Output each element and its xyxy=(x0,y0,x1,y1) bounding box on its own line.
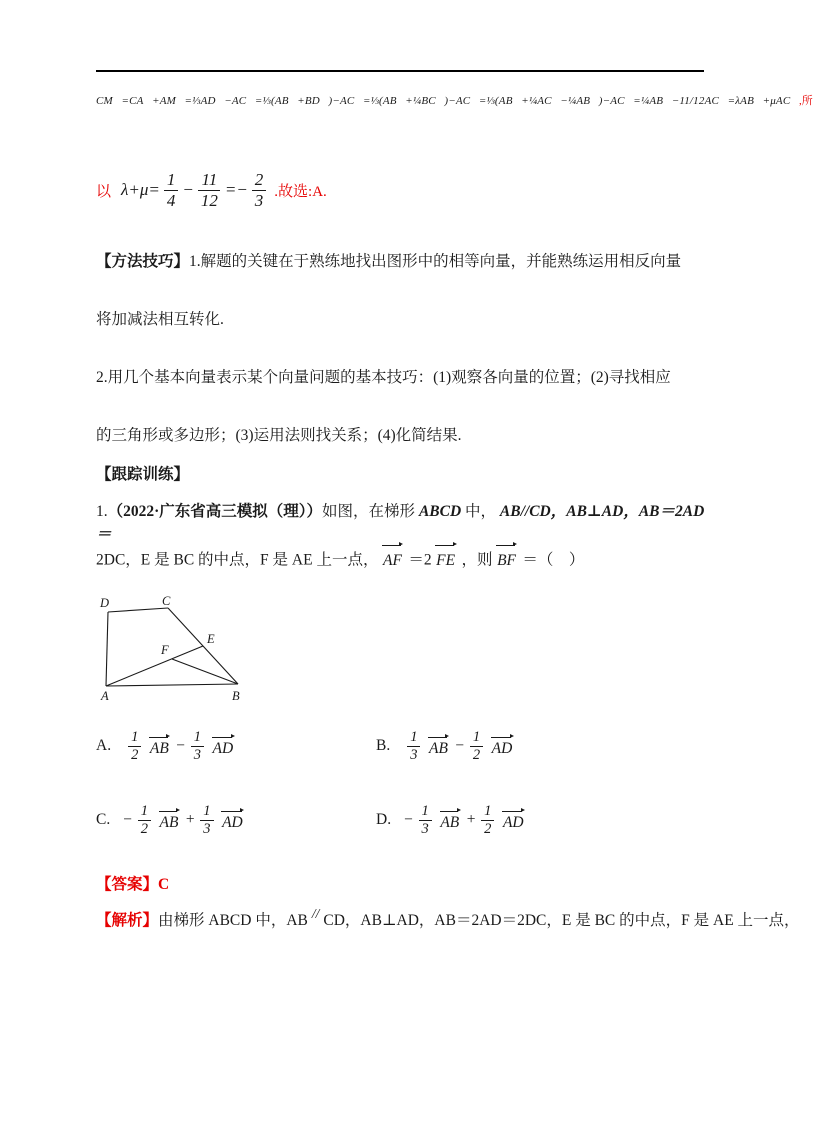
operator-equals-2: ＝2 xyxy=(408,551,432,569)
answer-label: 【答案】 xyxy=(96,876,159,893)
question-text: ，则 xyxy=(461,551,493,569)
vector-FE xyxy=(435,542,459,572)
operator: − xyxy=(175,737,186,754)
option-a xyxy=(96,724,240,768)
fraction-1-4 xyxy=(164,170,179,210)
math-conditions: AB//CD，AB⊥AD，AB＝2AD＝ xyxy=(96,503,705,544)
edge-DA xyxy=(106,612,108,686)
question-1-line-1 xyxy=(96,500,716,547)
fraction xyxy=(470,729,483,763)
answer-choice-note: .故选:A. xyxy=(274,183,327,200)
derivation-formula-line xyxy=(96,94,813,109)
fraction-denominator: 3 xyxy=(193,746,201,763)
analysis-text-pre: 由梯形 ABCD 中，AB xyxy=(158,912,308,929)
fraction xyxy=(407,729,420,763)
vector-AD-label: AD xyxy=(212,740,234,758)
vector-AB xyxy=(158,808,182,833)
conjunction-yi: 以 xyxy=(96,183,112,200)
method-tips-line-3: 2.用几个基本向量表示某个向量问题的基本技巧：(1)观察各向量的位置；(2)寻找相应 xyxy=(96,369,671,386)
fraction xyxy=(138,803,151,837)
option-c-label: C. xyxy=(96,811,111,828)
question-source: （2022·广东省高三模拟（理）） xyxy=(107,503,323,520)
operator-minus: − xyxy=(182,180,194,199)
fraction-2-3 xyxy=(252,170,267,210)
method-tips-label: 【方法技巧】 xyxy=(96,253,190,270)
fraction-11-12 xyxy=(198,170,221,210)
vertex-label-D: D xyxy=(100,596,110,610)
fraction-numerator: 1 xyxy=(407,729,420,747)
fraction xyxy=(481,803,494,837)
fraction-denominator: 3 xyxy=(203,820,211,837)
fraction-denominator: 3 xyxy=(410,746,418,763)
question-number: 1. xyxy=(96,503,108,520)
lead-sign: − xyxy=(122,811,133,828)
vector-AB-label: AB xyxy=(429,740,448,758)
fraction-numerator: 1 xyxy=(138,803,151,821)
option-d xyxy=(376,798,530,842)
fraction-numerator: 1 xyxy=(200,803,213,821)
operator-equals-minus: =− xyxy=(224,180,248,199)
operator: + xyxy=(465,811,477,828)
answer-blank: ＝（ ） xyxy=(522,551,585,569)
option-b-label: B. xyxy=(376,737,391,754)
option-d-label: D. xyxy=(376,811,392,828)
vector-AF xyxy=(381,542,405,572)
vector-AD-label: AD xyxy=(491,740,513,758)
fraction-numerator: 2 xyxy=(252,170,267,191)
fraction-numerator: 1 xyxy=(419,803,432,821)
edge-AB xyxy=(106,684,238,686)
method-tips-line-4: 的三角形或多边形；(3)运用法则找关系；(4)化简结果. xyxy=(96,427,462,444)
segment-AE xyxy=(106,646,203,686)
fraction-numerator: 1 xyxy=(191,729,204,747)
fraction xyxy=(191,729,204,763)
fraction xyxy=(419,803,432,837)
vector-AD xyxy=(501,808,527,833)
fraction xyxy=(200,803,213,837)
fraction-denominator: 3 xyxy=(421,820,429,837)
vector-AB-label: AB xyxy=(149,740,169,758)
answer-line xyxy=(96,872,169,894)
fraction-denominator: 4 xyxy=(166,190,176,210)
vector-AD-label: AD xyxy=(222,814,243,832)
vector-AB xyxy=(427,734,451,759)
fraction-denominator: 2 xyxy=(484,820,492,837)
fraction-numerator: 1 xyxy=(481,803,494,821)
vector-AD xyxy=(490,734,516,759)
question-text: 2DC，E 是 BC 的中点，F 是 AE 上一点， xyxy=(96,551,379,569)
fraction-denominator: 2 xyxy=(131,746,139,763)
parallel-symbol: // xyxy=(311,906,320,921)
fraction-denominator: 12 xyxy=(200,190,218,210)
vector-AB-label: AB xyxy=(440,814,460,832)
vertex-label-A: A xyxy=(101,689,109,703)
vector-AD-label: AD xyxy=(502,814,524,832)
tracking-training-title: 【跟踪训练】 xyxy=(96,466,190,483)
result-lhs: λ+μ= xyxy=(121,180,160,199)
vector-BF xyxy=(496,542,520,572)
method-tips-line-2: 将加减法相互转化. xyxy=(96,311,224,328)
answer-value: C xyxy=(158,876,170,893)
operator: + xyxy=(184,811,196,828)
fraction-numerator: 1 xyxy=(128,729,141,747)
option-c xyxy=(96,798,249,842)
vector-AD xyxy=(221,808,247,833)
vector-AB xyxy=(148,734,172,759)
vector-AF-label: AF xyxy=(383,551,402,569)
lead-sign: − xyxy=(403,811,414,828)
derivation-formula: CM⃗=CA⃗+AM⃗=⅓AD⃗−AC⃗=⅓(AB⃗+BD⃗)−AC⃗=⅓(AB⃗+¼BC⃗)−AC⃗=⅓(AB⃗+¼AC⃗−¼AB⃗)−AC⃗=¼AB⃗−11/12AC⃗=λAB⃗+μAC⃗ xyxy=(96,95,799,107)
trapezoid-figure xyxy=(98,596,250,713)
method-tips-line-1 xyxy=(96,250,716,273)
fraction xyxy=(128,729,141,763)
fraction-denominator: 2 xyxy=(472,746,481,763)
fraction-numerator: 1 xyxy=(470,729,483,747)
point-label-E: E xyxy=(207,632,215,646)
fraction-numerator: 11 xyxy=(198,170,220,191)
result-line xyxy=(96,166,327,214)
question-text: 如图，在梯形 xyxy=(322,503,416,520)
edge-DC xyxy=(108,608,168,612)
vector-FE-label: FE xyxy=(436,551,456,569)
option-a-label: A. xyxy=(96,737,112,754)
method-tips-text-1: 1.解题的关键在于熟练地找出图形中的相等向量，并能熟练运用相反向量 xyxy=(189,253,682,270)
vector-BF-label: BF xyxy=(497,551,517,569)
point-label-F: F xyxy=(161,643,169,657)
vertex-label-B: B xyxy=(232,689,240,703)
trapezoid-svg xyxy=(98,596,250,708)
conjunction-suo: ,所 xyxy=(798,95,813,107)
vector-AD xyxy=(211,734,237,759)
fraction-denominator: 3 xyxy=(254,190,264,210)
math-ABCD: ABCD xyxy=(418,503,462,520)
analysis-text-post: CD，AB⊥AD，AB＝2AD＝2DC，E 是 BC 的中点，F 是 AE 上一点， xyxy=(323,912,800,929)
fraction-numerator: 1 xyxy=(164,170,179,191)
fraction-denominator: 2 xyxy=(140,820,148,837)
segment-FB xyxy=(172,659,238,684)
analysis-line xyxy=(96,908,800,930)
operator: − xyxy=(454,737,465,754)
option-b xyxy=(376,724,519,768)
vector-AB-label: AB xyxy=(159,814,179,832)
vector-AB xyxy=(439,808,463,833)
question-text: 中， xyxy=(465,503,497,520)
analysis-label: 【解析】 xyxy=(96,912,159,929)
question-1-line-2 xyxy=(96,542,716,572)
top-rule xyxy=(96,70,704,72)
vertex-label-C: C xyxy=(162,594,171,608)
